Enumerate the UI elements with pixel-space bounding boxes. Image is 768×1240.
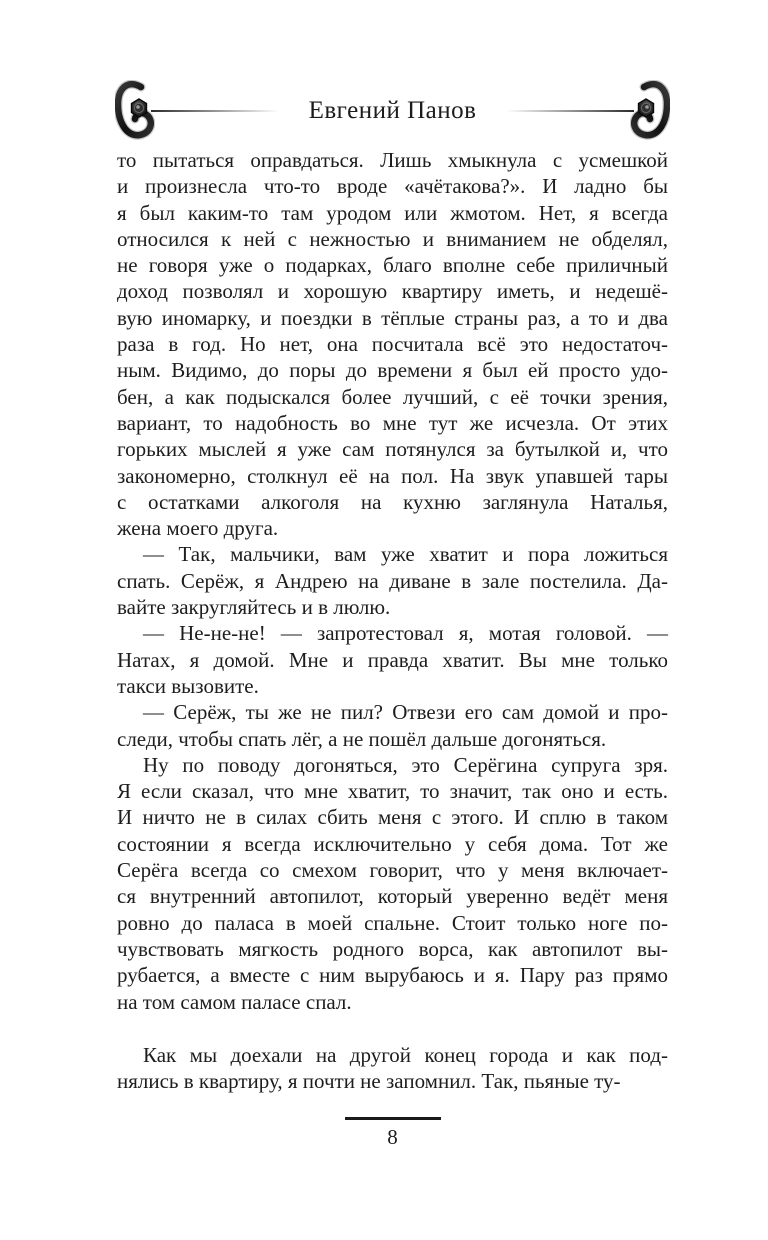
text-line: жена моего друга.: [117, 516, 279, 541]
footer-rule: [345, 1117, 441, 1120]
text-line: вайте закругляйтесь и в люлю.: [117, 595, 391, 620]
text-line: не говоря уже о подарках, благо вполне себе приличный: [117, 253, 668, 278]
text-line: спать. Серёж, я Андрею на диване в зале постелила. Да-: [117, 568, 668, 593]
running-head: [117, 80, 668, 140]
text-line: ным. Видимо, до поры до времени я был ей просто удо-: [117, 358, 668, 383]
paragraph: [117, 541, 668, 620]
text-line: Серёга всегда со смехом говорит, что у меня включает-: [117, 858, 668, 883]
text-line: Натах, я домой. Мне и правда хватит. Вы мне только: [117, 647, 668, 672]
text-line: раза в год. Но нет, она посчитала всё это недостаточ-: [117, 332, 668, 357]
author-name: Евгений Панов: [308, 96, 477, 124]
text-line: вую иномарку, и поездки в тёплые страны раз, а то и два: [117, 305, 668, 330]
text-line: такси вызовите.: [117, 673, 259, 698]
text-line: горьких мыслей я уже сам потянулся за бутылкой и, что: [117, 437, 668, 462]
text-line: нялись в квартиру, я почти не запомнил. Так, пьяные ту-: [117, 1069, 621, 1094]
text-line: ровно до паласа в моей спальне. Стоит только ноге по-: [117, 910, 668, 935]
curl-flourish-icon: [115, 80, 155, 140]
text-line: ся внутренний автопилот, который уверенно ведёт меня: [117, 884, 668, 909]
header-rule-left: [151, 110, 279, 112]
header-rule-right: [506, 110, 634, 112]
paragraph: [117, 699, 668, 752]
text-line: Как мы доехали на другой конец города и как под-: [143, 1042, 668, 1067]
text-line: доход позволял и хорошую квартиру иметь, и недешё-: [117, 279, 668, 304]
text-line: — Так, мальчики, вам уже хватит и пора ложиться: [143, 542, 668, 567]
text-line: — Серёж, ты же не пил? Отвези его сам домой и про-: [143, 700, 668, 725]
curl-flourish-icon: [630, 80, 670, 140]
text-line: закономерно, столкнул её на пол. На звук упавшей тары: [117, 463, 668, 488]
text-line: на том самом паласе спал.: [117, 989, 352, 1014]
paragraph: [117, 147, 668, 541]
text-line: вариант, то надобность во мне тут же исчезла. От этих: [117, 410, 668, 435]
paragraph: [117, 1042, 668, 1095]
text-line: я был каким-то там уродом или жмотом. Нет, я всегда: [117, 200, 668, 225]
body-text: [117, 147, 668, 1094]
text-line: чувствовать мягкость родного ворса, как автопилот вы-: [117, 936, 668, 961]
text-line: относился к ней с нежностью и вниманием не обделял,: [117, 226, 668, 251]
text-line: состоянии я всегда исключительно у себя дома. Тот же: [117, 831, 668, 856]
text-line: бен, а как подыскался более лучший, с её точки зрения,: [117, 384, 668, 409]
text-line: — Не-не-не! — запротестовал я, мотая головой. —: [143, 621, 668, 646]
text-line: следи, чтобы спать лёг, а не пошёл дальше догоняться.: [117, 726, 607, 751]
page-number: 8: [387, 1125, 398, 1149]
paragraph: [117, 752, 668, 1015]
paragraph: [117, 620, 668, 699]
text-line: с остатками алкоголя на кухню заглянула Наталья,: [117, 489, 668, 514]
text-line: Я если сказал, что мне хватит, то значит, так оно и есть.: [117, 779, 668, 804]
text-line: рубается, а вместе с ним вырубаюсь и я. Пару раз прямо: [117, 963, 668, 988]
text-line: и произнесла что-то вроде «ачётакова?». И ладно бы: [117, 174, 668, 199]
text-line: Ну по поводу догоняться, это Серёгина супруга зря.: [143, 752, 668, 777]
text-line: И ничто не в силах сбить меня с этого. И сплю в таком: [117, 805, 668, 830]
text-line: то пытаться оправдаться. Лишь хмыкнула с усмешкой: [117, 148, 668, 172]
